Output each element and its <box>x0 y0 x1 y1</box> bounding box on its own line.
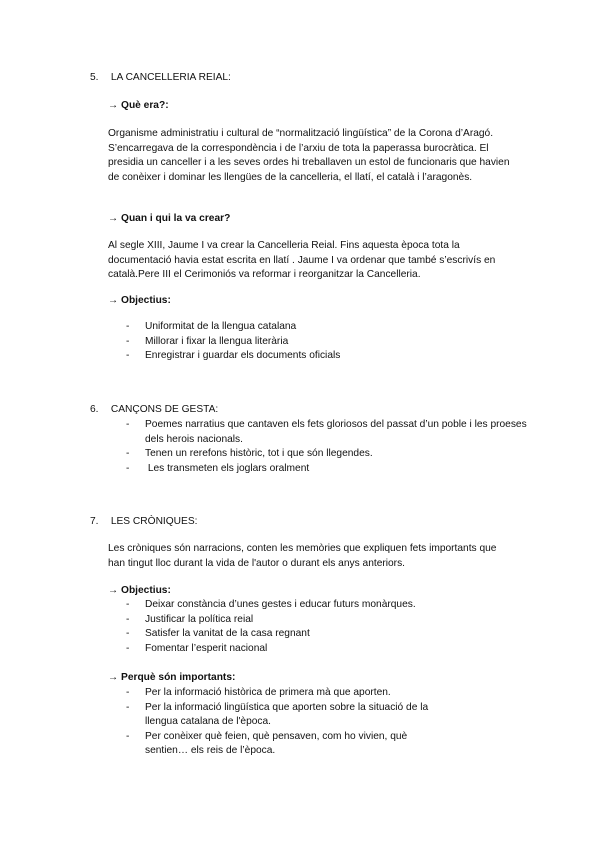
dash-bullet: - <box>126 419 130 430</box>
dash-bullet: - <box>126 687 130 698</box>
dash-bullet: - <box>126 350 130 362</box>
arrow-right-icon: → <box>108 585 119 596</box>
list-cancons-de-gesta <box>108 418 528 476</box>
list-item: - Uniformitat de la llengua catalana <box>108 320 528 335</box>
arrow-right-icon: → <box>108 672 119 683</box>
subsection-label: Què era?: <box>121 100 169 111</box>
subsection-label: Objectius: <box>121 295 171 306</box>
subsection-label: Quan i qui la va crear? <box>121 213 231 224</box>
paragraph-que-era: Organisme administratiu i cultural de “normalització lingüística” de la Corona d’Aragó. S’encarregava de la correspondència i de l’arxiu de tota la paperassa burocràtica. El presidia un canceller i a les seves ordes hi treballaven un estol de funcionaris que havien de conèixer i dominar les llengües de la cancelleria, el llatí, el català i l’aragonès. <box>108 128 510 183</box>
dash-bullet: - <box>126 448 130 460</box>
subsection-heading-perque-importants <box>108 671 528 686</box>
list-item: - Poemes narratius que cantaven els fets gloriosos del passat d’un poble i les proeses dels herois nacionals. <box>126 419 527 445</box>
dash-bullet: - <box>126 335 130 347</box>
subsection-label: Perquè són importants: <box>121 672 236 683</box>
section-number: 7. <box>90 516 99 527</box>
subsection-heading-objectius <box>108 294 528 309</box>
section-title: CANÇONS DE GESTA: <box>110 404 219 415</box>
list-item: - Millorar i fixar la llengua literària <box>108 335 528 350</box>
subsection-heading-que-era <box>108 99 528 114</box>
list-item: - Deixar constància d’unes gestes i educar futurs monàrques. <box>108 598 528 613</box>
list-item: - Per la informació històrica de primera mà que aporten. <box>108 686 438 701</box>
list-item: - Per conèixer què feien, què pensaven, com ho vivien, què sentien… els reis de l’època. <box>126 730 408 757</box>
section-title: LES CRÒNIQUES: <box>110 516 198 527</box>
subsection-heading-objectius-croniques <box>108 584 528 599</box>
arrow-right-icon: → <box>108 295 119 306</box>
list-perque-importants <box>108 686 438 759</box>
list-item: - Justificar la política reial <box>108 613 528 628</box>
list-item: - Les transmeten els joglars oralment <box>108 462 528 477</box>
list-item: - Satisfer la vanitat de la casa regnant <box>108 627 528 642</box>
arrow-right-icon: → <box>108 100 119 111</box>
section-heading-6 <box>90 403 218 418</box>
list-objectius-croniques <box>108 598 528 656</box>
dash-bullet: - <box>126 701 130 713</box>
dash-bullet: - <box>126 642 130 654</box>
dash-bullet: - <box>126 628 130 640</box>
dash-bullet: - <box>126 462 130 474</box>
list-item: - Enregistrar i guardar els documents oficials <box>108 349 528 364</box>
subsection-label: Objectius: <box>121 585 171 596</box>
dash-bullet: - <box>126 599 130 610</box>
section-number: 5. <box>90 72 99 83</box>
section-heading-7 <box>90 515 197 530</box>
list-item: - Per la informació lingüística que aporten sobre la situació de la llengua catalana de l'època. <box>126 701 429 728</box>
section-number: 6. <box>90 404 99 415</box>
list-item: - Tenen un rerefons històric, tot i que són llegendes. <box>108 447 528 462</box>
section-title: LA CANCELLERIA REIAL: <box>110 72 231 83</box>
dash-bullet: - <box>126 613 130 625</box>
subsection-heading-quan-i-qui <box>108 212 528 227</box>
list-objectius-cancelleria <box>108 320 528 364</box>
dash-bullet: - <box>126 730 130 742</box>
section-heading-5 <box>90 71 231 86</box>
arrow-right-icon: → <box>108 213 119 224</box>
list-item: - Fomentar l’esperit nacional <box>108 642 528 657</box>
dash-bullet: - <box>126 321 130 332</box>
paragraph-quan-i-qui: Al segle XIII, Jaume I va crear la Cancelleria Reial. Fins aquesta època tota la documentació havia estat escrita en llatí . Jaume I va ordenar que també s’escrivís en català.Pere III el Cerimoniós va reformar i reorganitzar la Cancelleria. <box>108 240 496 281</box>
paragraph-croniques: Les cròniques són narracions, conten les memòries que expliquen fets importants que han tingut lloc durant la vida de l'autor o durant els anys anteriors. <box>108 543 497 569</box>
